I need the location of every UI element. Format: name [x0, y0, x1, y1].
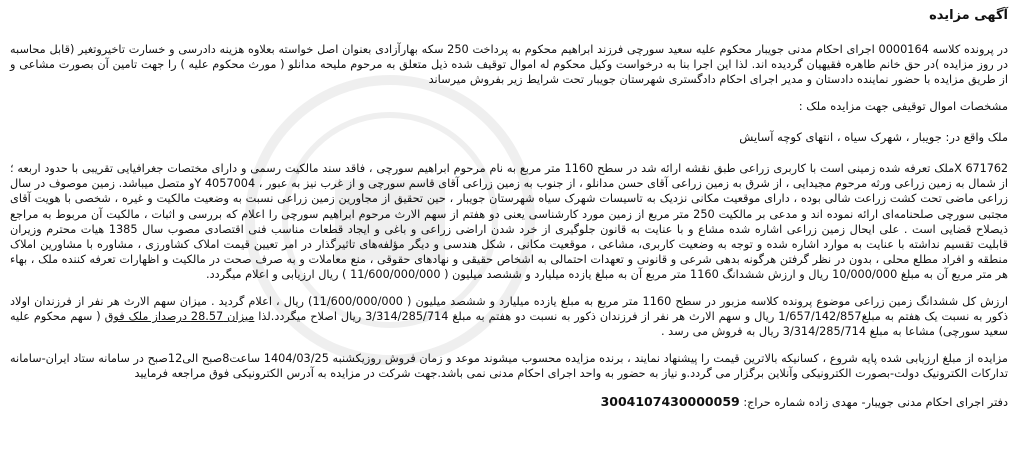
- intro-paragraph: در پرونده کلاسه 0000164 اجرای احکام مدنی جویبار محکوم علیه سعید سورچی فرزند ابراهیم محکوم به پرداخت 250 سکه بهارآزادی بعنوان اصل خواسته بعلاوه هزینه دادرسی و خسارت تاخیروتغیر (قابل محاسبه در روز مزایده )در حق خانم طاهره فقیهیان گردیده اند. لذا این اجرا بنا به درخواست وکیل محکوم له اموال توقیف شده ذیل متعلق به مرحوم ملیحه مدانلو ( مورث محکوم علیه ) را جهت تامین آن بصورت مشاعی و از طریق مزایده با حضور نماینده دادستان و مدیر اجرای احکام دادگستری شهرستان جویبار تحت شرایط زیر بفروش میرساند: [10, 43, 1008, 87]
- property-heading: مشخصات اموال توقیفی جهت مزایده ملک :: [798, 99, 1008, 114]
- valuation-sale: ( سهم محکوم علیه سعید سورچی) مشاعا به مبلغ 3/314/285/714 ریال به فروش می رسد .: [10, 310, 1008, 339]
- property-description: 671762 Xملک تعرفه شده زمینی است با کاربری زراعی طبق نقشه ارائه شد در سطح 1160 متر مربع به نام مرحوم ابراهیم سورچی ، فاقد سند مالکیت رسمی و دارای مختصات جغرافیایی تقریبی با حدود اربعه ؛ از شمال به زمین زراعی ورثه مرحوم مجیدایی ، از شرق به زمین زراعی آقای حسن مدانلو ، از جنوب به زمین زراعی آقای قاسم سورچی و از غرب نیز به عبور ، 4057004 Yو متصل میباشد. زمین موصوف در سال زراعی ماضی تحت کشت زراعت شالی بوده ، دارای موقعیت مکانی نزدیک به تاسیسات شهرک سیاه شهرستان جویبار ، حین تحقیق از مجاورین زمین زراعی نسبت به وضعیت مالکیت و غیره ، شخصی با هویت آقای مجتبی سورچی صلحنامه‌ای ارائه نموده اند و مدعی بر مالکیت 250 متر مربع از زمین مورد کارشناسی یعنی دو هفتم از سهم الارث مرحوم ابراهیم سورچی را اعلام که بررسی و اثبات ، مالکیت آن مربوط به مراجع ذیصلاح قضایی است . علی ایحال زمین زراعی اشاره شده مشاع و با عنایت به قانون جلوگیری از خرد شدن اراضی زراعی و باغی و ایجاد قطعات مناسب فنی اقتصادی مصوب سال 1385 هیات محترم وزیران قابلیت تقسیم نداشته با عنایت به موارد اشاره شده و توجه به وضعیت کاربری، مشاعی ، موقعیت مکانی ، شکل هندسی و دیگر مؤلفه‌های تاثیرگذار در امر تعیین قیمت املاک کشاورزی ، مشاوره با مشاورین املاک منطقه و افراد مطلع محلی ، بدون در نظر گرفتن هرگونه بدهی شرعی و قانونی و تعهدات احتمالی به اشخاص حقیقی و نهادهای حقوقی ، منع معاملات و به صرف صحت در مالکیت و اظهارات تعرفه کننده ملک ، بهاء هر متر مربع آن به مبلغ 10/000/000 ریال و ارزش ششدانگ 1160 متر مربع آن به مبلغ یازده میلیارد و ششصد میلیون ( 11/600/000/000 ) ریال ارزیابی و اعلام میگردد.: [10, 162, 1008, 281]
- footer-line: [10, 394, 1008, 410]
- valuation-share: میزان 28.57 درصداز ملک فوق: [104, 310, 255, 324]
- notice-title: آگهی مزایده: [929, 8, 1008, 23]
- auction-terms-paragraph: مزایده از مبلغ ارزیابی شده پایه شروع ، کسانیکه بالاترین قیمت را پیشنهاد نمایند ، برنده مزایده محسوب میشوند موعد و زمان فروش روزیکشنبه 1404/03/25 ساعت8صبح الی12صبح در سامانه ستاد ایران-سامانه تدارکات الکترونیک دولت-بصورت الکترونیکی وآنلاین برگزار می گردد.و نیاز به حضور به واحد اجرای احکام مدنی نمی باشد.جهت شرکت در مزایده به آدرس الکترونیکی فوق مراجعه فرمایید: [10, 352, 1008, 381]
- footer-office: دفتر اجرای احکام مدنی جویبار- مهدی زاده شماره حراج:: [739, 395, 1008, 409]
- valuation-paragraph: [10, 294, 1008, 339]
- auction-code: 3004107430000059: [600, 393, 740, 409]
- property-location: ملک واقع در: جویبار ، شهرک سیاه ، انتهای کوچه آسایش: [739, 130, 1008, 145]
- valuation-text: ارزش کل ششدانگ زمین زراعی موضوع پرونده کلاسه مزبور در سطح 1160 متر مربع به مبلغ یازده میلیارد و ششصد میلیون ( 11/600/000/000) ریال ، اعلام گردید . میزان سهم الارث هر نفر از فرزندان اولاد ذکور به نسبت یک هفتم به مبلغ1/657/142/857 ریال و سهم الارث هر نفر از فرزندان ذکور به نسبت دو هفتم به مبلغ 3/314/285/714 ریال اصلاح میگردد.لذا: [10, 295, 1008, 324]
